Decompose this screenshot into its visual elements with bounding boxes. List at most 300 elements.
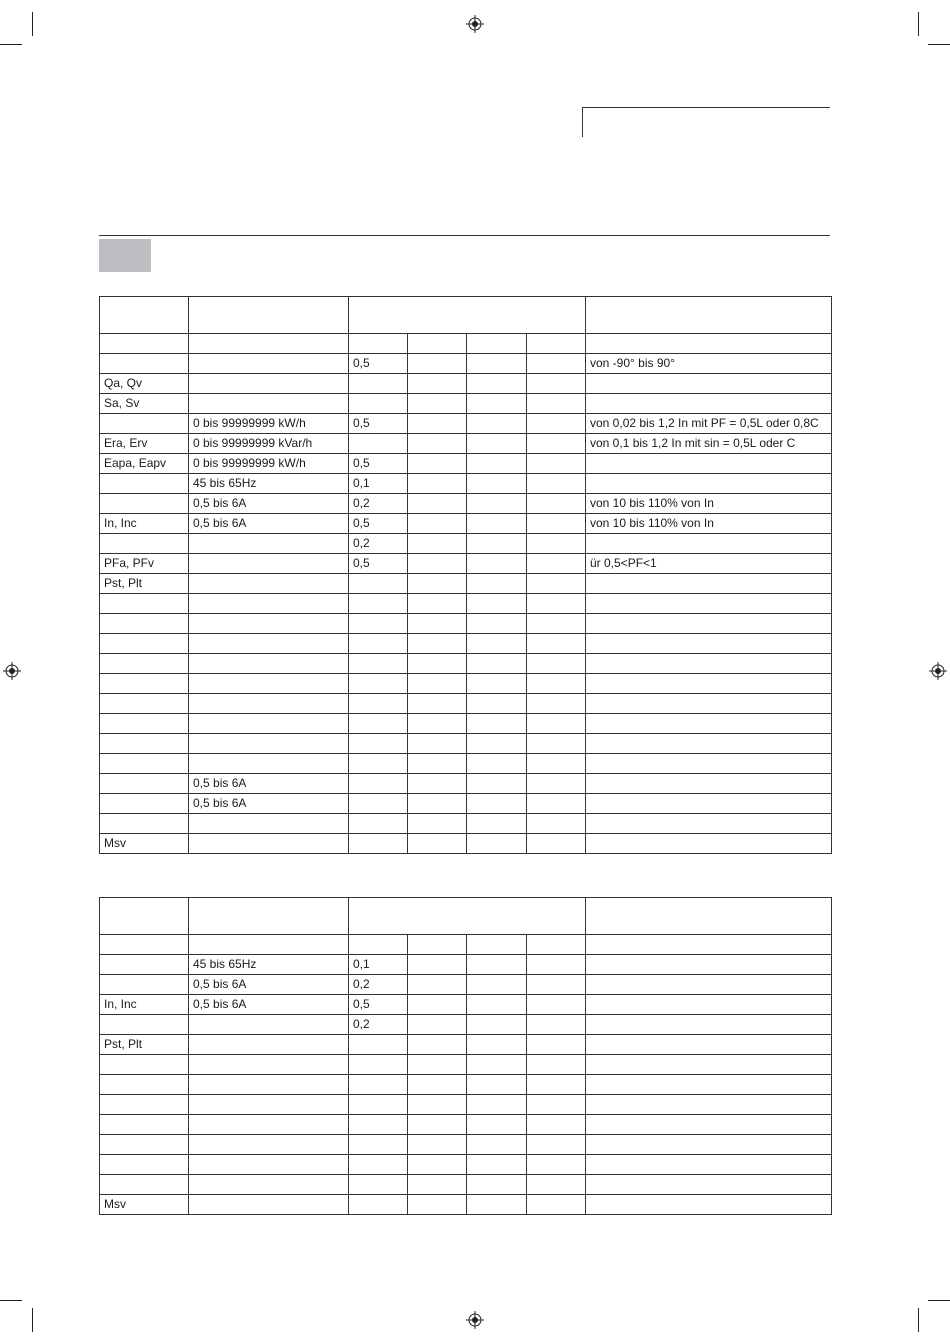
table-cell: Qa, Qv [100,374,189,394]
table-cell [408,1115,467,1135]
table-cell: ür 0,5<PF<1 [586,554,832,574]
table-body [100,955,832,1215]
table-cell [527,434,586,454]
table-cell [100,414,189,434]
table-cell [586,1175,832,1195]
header-cell [100,297,189,334]
table-cell [349,434,408,454]
section-divider [99,235,830,236]
table-row [100,995,832,1015]
table-cell: 0,2 [349,494,408,514]
table-cell [189,694,349,714]
table-cell [527,1095,586,1115]
table-row [100,514,832,534]
table-cell [527,534,586,554]
table-row [100,414,832,434]
table-cell [100,1175,189,1195]
table-cell [189,634,349,654]
table-cell [586,1015,832,1035]
table-cell [189,374,349,394]
table-cell [100,1055,189,1075]
table-cell [189,1175,349,1195]
table-cell [408,955,467,975]
spec-table-1 [99,296,832,854]
header-cell [586,297,832,334]
table-cell: 0,5 bis 6A [189,514,349,534]
table-row [100,614,832,634]
table-cell [527,1175,586,1195]
table-cell [100,694,189,714]
table-cell [408,474,467,494]
table-row [100,474,832,494]
table-cell [189,654,349,674]
table-cell [189,754,349,774]
table-cell [408,995,467,1015]
crop-mark [32,1308,33,1332]
table-cell [527,995,586,1015]
table-cell [527,1035,586,1055]
table-cell: Sa, Sv [100,394,189,414]
table-row [100,1195,832,1215]
table-row [100,774,832,794]
table-cell [586,574,832,594]
table-cell [467,774,527,794]
table-cell [467,454,527,474]
table-cell [100,1095,189,1115]
table-cell [527,1015,586,1035]
table-cell [349,694,408,714]
table-cell [189,714,349,734]
crop-mark [928,1300,950,1301]
table-cell [408,1075,467,1095]
table-cell [586,734,832,754]
header-box-top-edge [582,107,830,108]
table-cell [527,955,586,975]
table-row [100,374,832,394]
table-row [100,654,832,674]
table-cell [100,814,189,834]
table-cell [586,654,832,674]
table-cell [408,514,467,534]
table-cell [467,434,527,454]
table-cell [467,594,527,614]
table-cell [189,1075,349,1095]
table-cell [100,594,189,614]
table-cell [349,754,408,774]
table-cell [408,774,467,794]
table-cell [349,794,408,814]
table-cell [586,955,832,975]
table-cell [586,454,832,474]
table-cell [467,1035,527,1055]
table-cell: 0,5 bis 6A [189,975,349,995]
table-cell [527,1195,586,1215]
table-cell [408,794,467,814]
table-cell [527,514,586,534]
subheader-cell [527,334,586,354]
table-cell [527,794,586,814]
table-cell [527,374,586,394]
table-cell: Eapa, Eapv [100,454,189,474]
table-cell [467,1135,527,1155]
table-cell [408,1155,467,1175]
table-cell [467,834,527,854]
table-cell [467,614,527,634]
table-cell: 45 bis 65Hz [189,955,349,975]
table-cell [408,594,467,614]
table-cell [527,474,586,494]
table-cell [586,674,832,694]
table-cell [527,354,586,374]
table-cell [586,1035,832,1055]
table-row [100,1155,832,1175]
table-cell [349,394,408,414]
table-cell [189,1055,349,1075]
table-cell [189,1195,349,1215]
table-cell [349,1095,408,1115]
table-cell [408,614,467,634]
table-cell: Pst, Plt [100,574,189,594]
section-tab [99,239,151,272]
table-cell [467,1195,527,1215]
table-cell [586,975,832,995]
table-cell [586,1055,832,1075]
table-cell [467,574,527,594]
table-cell [100,734,189,754]
subheader-cell [408,334,467,354]
table-cell [467,474,527,494]
table-cell [586,714,832,734]
table-row [100,1055,832,1075]
table-row [100,534,832,554]
table-cell: 0,5 [349,554,408,574]
table-cell [189,1155,349,1175]
table-cell [467,354,527,374]
table-row [100,1095,832,1115]
table-cell [586,394,832,414]
table-cell: von 0,02 bis 1,2 In mit PF = 0,5L oder 0,8C [586,414,832,434]
table-cell [100,614,189,634]
crop-mark [32,12,33,36]
table-cell [586,694,832,714]
table-cell [467,794,527,814]
table-cell [408,1195,467,1215]
table-cell [467,394,527,414]
table-cell [100,674,189,694]
table-cell [467,975,527,995]
table-row [100,674,832,694]
table-cell [586,1095,832,1115]
table-cell [349,1035,408,1055]
table-cell [527,674,586,694]
table-cell: von 10 bis 110% von In [586,514,832,534]
table-row [100,955,832,975]
table-cell [100,634,189,654]
crop-mark [918,12,919,36]
crop-mark [928,44,950,45]
subheader-cell [586,334,832,354]
table-row [100,574,832,594]
table-row [100,1135,832,1155]
table-cell [100,654,189,674]
table-cell [586,634,832,654]
table-cell [527,734,586,754]
table-cell: 0 bis 99999999 kVar/h [189,434,349,454]
table-cell: 0 bis 99999999 kW/h [189,414,349,434]
table-cell [349,834,408,854]
table-cell [467,995,527,1015]
table-cell [189,834,349,854]
table-cell [527,694,586,714]
table-cell [586,1195,832,1215]
table-cell [586,774,832,794]
table-cell [189,1015,349,1035]
table-cell [467,1175,527,1195]
table-cell [527,574,586,594]
table-cell [586,1135,832,1155]
table-cell: 0,2 [349,534,408,554]
table-subheader-row [100,935,832,955]
table-cell [189,674,349,694]
table-cell [349,614,408,634]
table-cell [586,794,832,814]
table-cell: 0,2 [349,975,408,995]
table-cell [586,534,832,554]
table-header-row [100,297,832,334]
table-cell [467,955,527,975]
table-cell [467,1015,527,1035]
table-cell: 0,1 [349,955,408,975]
table-cell [189,814,349,834]
table-row [100,594,832,614]
table-cell [100,1015,189,1035]
table-cell [467,814,527,834]
table-cell [586,754,832,774]
table-cell [408,654,467,674]
table-cell [467,734,527,754]
table-cell [349,574,408,594]
header-cell [189,898,349,935]
table-row [100,814,832,834]
table-row [100,734,832,754]
table-cell [586,814,832,834]
table-cell: Era, Erv [100,434,189,454]
table-body [100,354,832,854]
table-cell [467,534,527,554]
table-row [100,1035,832,1055]
table-cell [408,674,467,694]
table-cell [408,394,467,414]
table-cell [189,394,349,414]
table-cell [100,474,189,494]
table-cell [100,1075,189,1095]
table-cell [189,574,349,594]
table-cell [100,354,189,374]
table-header-row [100,898,832,935]
table-cell [349,1135,408,1155]
table-cell [527,614,586,634]
table-cell [467,1115,527,1135]
table-row [100,1175,832,1195]
table-cell [467,634,527,654]
crop-mark [918,1308,919,1332]
table-cell [189,534,349,554]
table-cell: 0,5 [349,414,408,434]
table-cell: 0,5 [349,514,408,534]
table-cell [189,614,349,634]
header-box-left-edge [582,107,583,137]
table-row [100,1015,832,1035]
table-cell [467,1075,527,1095]
table-cell [100,1115,189,1135]
table-cell [586,834,832,854]
table-cell [408,1035,467,1055]
table-cell [408,454,467,474]
crop-mark [0,44,22,45]
table-cell [586,995,832,1015]
table-row [100,1115,832,1135]
subheader-cell [527,935,586,955]
subheader-cell [349,935,408,955]
table-cell: 0,2 [349,1015,408,1035]
table-cell [100,534,189,554]
subheader-cell [467,935,527,955]
table-cell [349,674,408,694]
table-cell: von 10 bis 110% von In [586,494,832,514]
subheader-cell [467,334,527,354]
table-cell: PFa, PFv [100,554,189,574]
table-cell [408,1015,467,1035]
table-cell [349,1115,408,1135]
table-cell [408,554,467,574]
table-cell [527,774,586,794]
table-cell [408,734,467,754]
table-cell: In, Inc [100,995,189,1015]
table-cell [408,1055,467,1075]
table-cell: Msv [100,834,189,854]
table-cell: von 0,1 bis 1,2 In mit sin = 0,5L oder C [586,434,832,454]
table-cell: 0 bis 99999999 kW/h [189,454,349,474]
table-cell: Msv [100,1195,189,1215]
table-cell [527,454,586,474]
table-subheader-row [100,334,832,354]
table-cell [527,394,586,414]
table-cell [349,654,408,674]
header-cell [189,297,349,334]
table-cell [408,694,467,714]
table-cell [408,534,467,554]
table-cell: 0,5 bis 6A [189,774,349,794]
table-cell [467,694,527,714]
table-cell [586,1075,832,1095]
subheader-cell [189,935,349,955]
table-cell [189,1095,349,1115]
table-cell [408,414,467,434]
table-cell [527,814,586,834]
table-cell [349,734,408,754]
table-cell [349,594,408,614]
table-cell [408,1175,467,1195]
table-cell [100,1155,189,1175]
table-cell [189,554,349,574]
table-cell [467,1155,527,1175]
spec-table-2 [99,897,832,1215]
table-cell [189,1135,349,1155]
table-cell [586,374,832,394]
table-cell [100,714,189,734]
table-cell [467,414,527,434]
table-row [100,714,832,734]
table-cell: 0,1 [349,474,408,494]
table-cell: von -90° bis 90° [586,354,832,374]
table-cell: 0,5 [349,354,408,374]
table-cell [349,774,408,794]
table-row [100,354,832,374]
table-cell [527,494,586,514]
table-cell [408,354,467,374]
table-cell [349,1195,408,1215]
table-cell [349,1155,408,1175]
table-cell [586,474,832,494]
table-cell [527,1075,586,1095]
table-cell [189,354,349,374]
table-cell [408,834,467,854]
table-cell [408,494,467,514]
subheader-cell [408,935,467,955]
table-cell [467,554,527,574]
subheader-cell [586,935,832,955]
table-cell [467,374,527,394]
table-cell [408,754,467,774]
table-cell [408,975,467,995]
table-cell [349,634,408,654]
table-cell [467,1055,527,1075]
table-cell [527,634,586,654]
table-cell [586,594,832,614]
table-cell [349,814,408,834]
table-row [100,494,832,514]
table-cell [408,574,467,594]
table-cell [349,1175,408,1195]
subheader-cell [100,334,189,354]
registration-mark-icon [3,662,21,680]
header-cell [349,297,586,334]
subheader-cell [100,935,189,955]
table-cell [467,674,527,694]
table-cell [408,1095,467,1115]
table-row [100,1075,832,1095]
table-cell [349,714,408,734]
table-row [100,975,832,995]
table-cell [467,1095,527,1115]
table-cell [349,1055,408,1075]
table-cell [527,654,586,674]
table-cell [100,754,189,774]
table-cell [408,434,467,454]
table-cell: 45 bis 65Hz [189,474,349,494]
table-cell: 0,5 bis 6A [189,494,349,514]
header-cell [100,898,189,935]
table-cell [527,975,586,995]
table-cell [467,654,527,674]
table-cell [586,1155,832,1175]
table-row [100,394,832,414]
table-cell: 0,5 bis 6A [189,995,349,1015]
registration-mark-icon [466,1311,484,1329]
table-cell [349,1075,408,1095]
table-cell [586,1115,832,1135]
table-cell: Pst, Plt [100,1035,189,1055]
